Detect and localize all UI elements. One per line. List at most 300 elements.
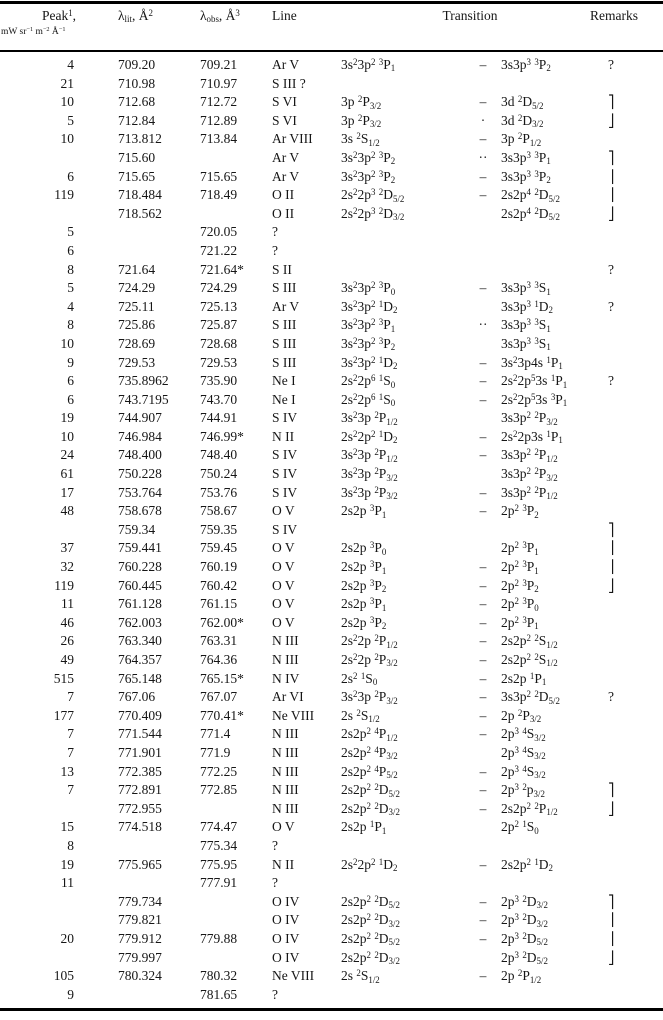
transition-upper-term: $2p^2$ $^1S_0$ xyxy=(501,819,539,836)
transition-dash: – xyxy=(479,168,487,184)
peak-value: 10 xyxy=(60,94,74,110)
peak-value: 5 xyxy=(67,112,74,128)
peak-value: 515 xyxy=(53,670,74,686)
remark xyxy=(600,614,663,633)
lambda-lit-value: 759.441 xyxy=(118,540,162,556)
lambda-lit-value: 765.148 xyxy=(118,670,162,686)
transition-lower-term: $3s^23p^2$ $^3P_2$ xyxy=(341,149,396,167)
transition-dash xyxy=(466,949,500,968)
peak-value: 19 xyxy=(60,856,74,872)
transition-upper-term: $3s3p^2$ $^2P_{1/2}$ xyxy=(501,447,558,464)
line-id: S II xyxy=(272,261,292,277)
transition-dash xyxy=(466,818,500,837)
line-id: S IV xyxy=(272,521,298,537)
line-id: Ar V xyxy=(272,57,300,72)
lambda-obs-value: 759.35 xyxy=(200,521,238,537)
remark xyxy=(600,651,663,670)
lambda-lit-value: 750.228 xyxy=(118,466,162,482)
transition-lower-term: $2s2p^2$ $^2D_{5/2}$ xyxy=(341,782,400,799)
peak-value: 11 xyxy=(61,875,74,891)
line-id: N III xyxy=(272,782,299,798)
line-id: Ne VIII xyxy=(272,707,315,723)
lambda-obs-value: 720.05 xyxy=(200,224,238,240)
transition-dash xyxy=(466,242,500,261)
column-header-lambda-lit: $\lambda_{lit}$, $Å^2$ xyxy=(118,8,153,25)
remark: ⎦ xyxy=(608,949,615,965)
lambda-lit-value: 725.86 xyxy=(118,317,156,333)
lambda-obs-value: 709.21 xyxy=(200,57,238,72)
lambda-obs-value xyxy=(200,911,266,930)
peak-value: 11 xyxy=(61,596,74,612)
transition-lower-term: $2s^22p^6$ $^1S_0$ xyxy=(341,373,396,390)
remark xyxy=(600,818,663,837)
transition-upper-term: $3s^23p4s$ $^1P_1$ xyxy=(501,354,563,371)
remark xyxy=(600,744,663,763)
lambda-lit-value: 715.65 xyxy=(118,168,156,184)
transition-lower-term xyxy=(340,242,466,261)
transition-dash: – xyxy=(479,484,487,500)
transition-dash: – xyxy=(479,280,487,296)
lambda-obs-value: 712.89 xyxy=(200,112,238,128)
lambda-lit-value: 761.128 xyxy=(118,596,162,612)
transition-dash: – xyxy=(479,633,487,649)
remark xyxy=(600,986,663,1005)
table-bottom-rule xyxy=(0,1008,663,1011)
transition-dash xyxy=(466,539,500,558)
line-id: S IV xyxy=(272,410,298,426)
line-id: O V xyxy=(272,596,295,612)
line-id: ? xyxy=(272,986,278,1002)
line-id: Ar V xyxy=(272,168,300,184)
lambda-obs-value: 724.29 xyxy=(200,280,238,296)
transition-lower-term xyxy=(340,837,466,856)
line-id: ? xyxy=(272,242,278,258)
peak-value: 15 xyxy=(60,819,74,835)
lambda-obs-value xyxy=(200,800,266,819)
column-header-peak: Peak$^1$, xyxy=(41,8,77,23)
lambda-obs-value: 777.91 xyxy=(200,875,238,891)
lambda-lit-value: 779.997 xyxy=(118,949,162,965)
transition-upper-term xyxy=(500,261,600,280)
transition-dash xyxy=(466,986,500,1005)
remark xyxy=(600,75,663,94)
transition-upper-term: $2s2p^2$ $^2P_{1/2}$ xyxy=(501,800,558,818)
remark: ? xyxy=(608,298,614,314)
peak-value: 7 xyxy=(67,689,74,705)
peak-value: 17 xyxy=(60,484,74,500)
line-id: S IV xyxy=(272,466,298,482)
transition-upper-term xyxy=(500,837,600,856)
lambda-lit-value: 709.20 xyxy=(118,57,156,72)
peak-value xyxy=(0,893,118,912)
line-id: S III xyxy=(272,317,297,333)
peak-value: 4 xyxy=(67,57,74,72)
lambda-lit-value: 759.34 xyxy=(118,521,156,537)
header-separator-rule xyxy=(0,50,663,52)
transition-upper-term: $2s2p^2$ $^1D_2$ xyxy=(501,856,553,874)
transition-dash: – xyxy=(479,930,487,946)
transition-lower-term: $2s2p^2$ $^2D_{3/2}$ xyxy=(341,800,400,818)
lambda-lit-value: 743.7195 xyxy=(118,391,169,407)
transition-dash: – xyxy=(479,670,487,686)
lambda-lit-value: 767.06 xyxy=(118,689,156,705)
lambda-lit-value: 721.64 xyxy=(118,261,156,277)
remark: ⎥ xyxy=(608,559,615,575)
peak-value: 119 xyxy=(54,187,74,203)
lambda-lit-value xyxy=(118,986,200,1005)
transition-dash xyxy=(466,874,500,893)
lambda-obs-value: 775.95 xyxy=(200,856,238,872)
remark: ⎦ xyxy=(608,112,615,128)
lambda-lit-value: 729.53 xyxy=(118,354,156,370)
transition-lower-term: $3s^23p$ $^2P_{3/2}$ xyxy=(341,689,398,706)
line-id: N III xyxy=(272,726,299,742)
line-id: S III xyxy=(272,354,297,370)
transition-dash: – xyxy=(479,763,487,779)
transition-dash: – xyxy=(479,707,487,723)
lambda-obs-value xyxy=(200,949,266,968)
lambda-obs-value: 729.53 xyxy=(200,354,238,370)
lambda-obs-value: 753.76 xyxy=(200,484,238,500)
transition-dash xyxy=(466,298,500,317)
line-id: S IV xyxy=(272,484,298,500)
line-id: N IV xyxy=(272,670,300,686)
lambda-lit-value: 771.544 xyxy=(118,726,162,742)
peak-value: 21 xyxy=(60,75,74,91)
transition-lower-term: $3s^23p^2$ $^1D_2$ xyxy=(341,354,398,371)
lambda-lit-value: 764.357 xyxy=(118,652,162,667)
transition-dash: – xyxy=(479,354,487,370)
peak-units-label: mW $sr^{-1}$ $m^{-2}$ $Å^{-1}$ xyxy=(1,26,66,37)
transition-upper-term xyxy=(500,242,600,261)
lambda-lit-value: 772.385 xyxy=(118,763,162,779)
transition-upper-term: $2p^3$ $^2D_{5/2}$ xyxy=(501,949,548,966)
remark xyxy=(600,725,663,744)
peak-value: 105 xyxy=(53,968,74,984)
transition-lower-term: $2s2p^2$ $^4P_{5/2}$ xyxy=(341,763,398,781)
remark: ⎤ xyxy=(608,521,615,537)
line-id: Ar V xyxy=(272,149,300,165)
transition-lower-term: $2s^22p^3$ $^2D_{3/2}$ xyxy=(341,205,405,223)
peak-value: 5 xyxy=(67,280,74,296)
transition-upper-term: $3s3p^3$ $^3P_2$ xyxy=(501,57,551,74)
lambda-lit-value: 712.68 xyxy=(118,94,156,110)
lambda-lit-value: 758.678 xyxy=(118,503,162,519)
line-id: N III xyxy=(272,633,299,649)
transition-lower-term: $2s2p^2$ $^4P_{3/2}$ xyxy=(341,744,398,762)
remark: ⎦ xyxy=(608,800,615,816)
transition-lower-term: 2s $^2S_{1/2}$ xyxy=(341,707,380,725)
peak-value: 13 xyxy=(60,763,74,779)
lambda-lit-value: 710.98 xyxy=(118,75,156,91)
remark: ? xyxy=(608,373,614,389)
remark xyxy=(600,316,663,335)
remark: ? xyxy=(608,689,614,705)
transition-lower-term: $2s^22p^2$ $^1D_2$ xyxy=(341,856,398,874)
peak-value: 24 xyxy=(60,447,74,463)
peak-value xyxy=(0,521,118,540)
lambda-obs-value: 781.65 xyxy=(200,986,238,1002)
peak-value: 49 xyxy=(60,652,74,667)
line-id: S III xyxy=(272,280,297,296)
line-id: O V xyxy=(272,503,295,519)
remark: ⎥ xyxy=(608,168,615,184)
remark: ? xyxy=(608,261,614,277)
line-id: N III xyxy=(272,744,299,760)
transition-upper-term: $3s3p^2$ $^2P_{3/2}$ xyxy=(501,466,558,483)
transition-upper-term: $3s3p^2$ $^2D_{5/2}$ xyxy=(501,689,560,706)
lambda-lit-value: 772.955 xyxy=(118,800,162,816)
lambda-lit-value: 724.29 xyxy=(118,280,156,296)
transition-lower-term: $3s^23p$ $^2P_{1/2}$ xyxy=(341,447,398,464)
remark xyxy=(600,484,663,503)
line-id: Ne I xyxy=(272,391,296,407)
peak-value xyxy=(0,205,118,224)
transition-upper-term xyxy=(500,521,600,540)
lambda-obs-value: 767.07 xyxy=(200,689,238,705)
transition-dash: – xyxy=(479,856,487,872)
lambda-obs-value: 774.47 xyxy=(200,819,238,835)
transition-dash: – xyxy=(479,187,487,203)
lambda-lit-value: 760.445 xyxy=(118,577,162,593)
peak-value: 4 xyxy=(67,298,74,314)
transition-dash: – xyxy=(479,800,487,816)
line-id: Ne VIII xyxy=(272,968,315,984)
line-id: N III xyxy=(272,800,299,816)
lambda-lit-value xyxy=(118,223,200,242)
lambda-lit-value: 760.228 xyxy=(118,559,162,575)
transition-upper-term: $2s2p^4$ $^2D_{5/2}$ xyxy=(501,187,560,204)
transition-lower-term: 2s2p $^3P_2$ xyxy=(341,614,387,632)
peak-value: 61 xyxy=(60,466,74,482)
remark xyxy=(600,335,663,354)
lambda-obs-value: 713.84 xyxy=(200,131,238,147)
lambda-obs-value: 718.49 xyxy=(200,187,238,203)
remark: ⎥ xyxy=(608,912,615,928)
transition-dash: – xyxy=(479,131,487,147)
transition-dash: – xyxy=(479,893,487,909)
line-id: S IV xyxy=(272,447,298,463)
transition-dash: ·· xyxy=(478,317,488,333)
lambda-lit-value: 780.324 xyxy=(118,968,162,984)
transition-upper-term: $3s3p^3$ $^3S_1$ xyxy=(501,280,551,297)
transition-upper-term: $2p^3$ $^2D_{3/2}$ xyxy=(501,893,548,911)
transition-dash xyxy=(466,75,500,94)
transition-upper-term: 3p $^2P_{1/2}$ xyxy=(501,131,542,148)
remark: ⎥ xyxy=(608,540,615,556)
lambda-obs-value: 710.97 xyxy=(200,75,238,91)
line-id: S VI xyxy=(272,112,297,128)
line-id: O II xyxy=(272,187,295,203)
peak-value: 9 xyxy=(67,986,74,1002)
lambda-lit-value: 763.340 xyxy=(118,633,162,649)
transition-upper-term: $2s2p^2$ $^2S_{1/2}$ xyxy=(501,633,558,650)
transition-upper-term: 2p $^2P_{1/2}$ xyxy=(501,968,542,985)
transition-lower-term: $3s^23p$ $^2P_{1/2}$ xyxy=(341,410,398,427)
line-list-body xyxy=(0,56,663,1004)
column-header-transition: Transition xyxy=(442,8,498,23)
transition-lower-term: $3s^23p$ $^2P_{3/2}$ xyxy=(341,466,398,483)
transition-lower-term: $3s^23p^2$ $^1D_2$ xyxy=(341,298,398,316)
lambda-obs-value xyxy=(200,149,266,168)
transition-dash: – xyxy=(479,577,487,593)
peak-value: 32 xyxy=(60,559,74,575)
line-id: ? xyxy=(272,224,278,240)
remark xyxy=(600,223,663,242)
peak-value: 6 xyxy=(67,168,74,184)
transition-lower-term: $3s^23p$ $^2P_{3/2}$ xyxy=(341,484,398,502)
remark xyxy=(600,446,663,465)
line-id: Ar V xyxy=(272,298,300,314)
transition-dash xyxy=(466,744,500,763)
transition-dash xyxy=(466,205,500,224)
transition-dash xyxy=(466,335,500,354)
remark xyxy=(600,242,663,261)
peak-value: 10 xyxy=(60,131,74,147)
transition-lower-term: 2s2p $^3P_0$ xyxy=(341,540,387,557)
lambda-obs-value: 735.90 xyxy=(200,373,238,389)
transition-lower-term: 3p $^2P_{3/2}$ xyxy=(341,112,382,130)
transition-upper-term: $3s3p^3$ $^3P_2$ xyxy=(501,168,551,186)
remark xyxy=(600,874,663,893)
line-id: O V xyxy=(272,819,295,835)
transition-lower-term: $2s^22p^2$ $^1D_2$ xyxy=(341,428,398,446)
line-id: ? xyxy=(272,837,278,853)
remark xyxy=(600,428,663,447)
transition-dash: – xyxy=(479,447,487,463)
transition-dash: – xyxy=(479,912,487,928)
peak-value: 48 xyxy=(60,503,74,519)
line-id: Ar VIII xyxy=(272,131,313,147)
line-id: Ar VI xyxy=(272,689,304,705)
transition-lower-term xyxy=(340,75,466,94)
line-id: O V xyxy=(272,577,295,593)
lambda-lit-value: 771.901 xyxy=(118,744,162,760)
remark xyxy=(600,632,663,651)
remark xyxy=(600,391,663,410)
lambda-lit-value: 772.891 xyxy=(118,782,162,798)
transition-upper-term: $3s3p^2$ $^2P_{1/2}$ xyxy=(501,484,558,502)
line-id: Ne I xyxy=(272,373,296,389)
transition-lower-term: $2s2p^2$ $^2D_{3/2}$ xyxy=(341,912,400,929)
lambda-lit-value: 753.764 xyxy=(118,484,162,500)
line-id: S III xyxy=(272,335,297,351)
lambda-obs-value: 771.4 xyxy=(200,726,231,742)
remark xyxy=(600,595,663,614)
transition-dash xyxy=(466,409,500,428)
lambda-obs-value: 764.36 xyxy=(200,652,238,667)
transition-upper-term: $2p^3$ $^4S_{3/2}$ xyxy=(501,744,546,762)
lambda-lit-value: 748.400 xyxy=(118,447,162,463)
transition-dash: – xyxy=(479,726,487,742)
lambda-lit-value: 735.8962 xyxy=(118,373,169,389)
line-id: O IV xyxy=(272,930,300,946)
lambda-obs-value: 772.25 xyxy=(200,763,238,779)
transition-upper-term: $3s3p^3$ $^1D_2$ xyxy=(501,298,553,316)
remark xyxy=(600,409,663,428)
remark: ⎥ xyxy=(608,187,615,203)
lambda-lit-value: 770.409 xyxy=(118,707,162,723)
remark xyxy=(600,465,663,484)
transition-lower-term: 2s2p $^3P_1$ xyxy=(341,503,387,520)
remark xyxy=(600,856,663,875)
column-header-line: Line xyxy=(272,8,297,23)
peak-value: 26 xyxy=(60,633,74,649)
lambda-lit-value: 725.11 xyxy=(118,298,155,314)
transition-upper-term: $2p^2$ $^3P_0$ xyxy=(501,596,539,613)
lambda-lit-value: 746.984 xyxy=(118,428,162,444)
transition-lower-term: $3s^23p^2$ $^3P_2$ xyxy=(341,168,396,186)
transition-upper-term: $2p^2$ $^3P_2$ xyxy=(501,577,539,595)
peak-value xyxy=(0,949,118,968)
peak-value: 6 xyxy=(67,391,74,407)
peak-value: 10 xyxy=(60,335,74,351)
transition-dash: – xyxy=(479,614,487,630)
transition-upper-term: $2s^22p^53s$ $^3P_1$ xyxy=(501,391,568,409)
lambda-obs-value: 721.64* xyxy=(200,261,244,277)
line-id: N II xyxy=(272,856,295,872)
lambda-obs-value: 746.99* xyxy=(200,428,244,444)
lambda-lit-value: 744.907 xyxy=(118,410,162,426)
transition-upper-term: 3d $^2D_{3/2}$ xyxy=(501,112,544,130)
peak-value: 119 xyxy=(54,577,74,593)
transition-lower-term xyxy=(340,986,466,1005)
transition-lower-term: $2s2p^2$ $^4P_{1/2}$ xyxy=(341,726,398,743)
transition-upper-term: $2s2p^2$ $^2S_{1/2}$ xyxy=(501,652,558,669)
remark xyxy=(600,279,663,298)
lambda-obs-value: 721.22 xyxy=(200,242,238,258)
transition-upper-term: 2s2p $^1P_1$ xyxy=(501,670,547,688)
transition-lower-term xyxy=(340,223,466,242)
peak-value: 8 xyxy=(67,837,74,853)
peak-value xyxy=(0,800,118,819)
lambda-obs-value: 763.31 xyxy=(200,633,238,649)
peak-value xyxy=(0,911,118,930)
remark: ⎦ xyxy=(608,577,615,593)
lambda-obs-value: 725.13 xyxy=(200,298,238,314)
lambda-obs-value: 728.68 xyxy=(200,335,238,351)
transition-lower-term: $3s^23p^2$ $^3P_1$ xyxy=(341,57,396,74)
remark xyxy=(600,502,663,521)
transition-upper-term: $2p^3$ $^2D_{5/2}$ xyxy=(501,930,548,948)
transition-upper-term: $2s^22p3s$ $^1P_1$ xyxy=(501,428,563,446)
remark: ⎤ xyxy=(608,149,615,165)
lambda-obs-value: 748.40 xyxy=(200,447,238,463)
lambda-lit-value: 715.60 xyxy=(118,149,156,165)
lambda-obs-value: 770.41* xyxy=(200,707,244,723)
transition-upper-term: $2p^2$ $^3P_2$ xyxy=(501,503,539,520)
transition-dash: · xyxy=(480,112,486,128)
line-id: O II xyxy=(272,205,295,221)
lambda-lit-value: 712.84 xyxy=(118,112,156,128)
lambda-lit-value xyxy=(118,242,200,261)
transition-lower-term: $2s^22p$ $^2P_{1/2}$ xyxy=(341,633,398,650)
lambda-obs-value: 743.70 xyxy=(200,391,238,407)
lambda-obs-value: 712.72 xyxy=(200,94,238,110)
remark: ? xyxy=(608,57,614,72)
line-id: N II xyxy=(272,428,295,444)
transition-dash: – xyxy=(479,782,487,798)
lambda-obs-value: 762.00* xyxy=(200,614,244,630)
lambda-obs-value: 771.9 xyxy=(200,744,231,760)
transition-lower-term: $2s2p^2$ $^2D_{5/2}$ xyxy=(341,893,400,911)
transition-upper-term: $2p^3$ $^4S_{3/2}$ xyxy=(501,763,546,781)
transition-upper-term: $3s3p^2$ $^2P_{3/2}$ xyxy=(501,410,558,427)
lambda-obs-value: 758.67 xyxy=(200,503,238,519)
line-id: S VI xyxy=(272,94,297,110)
transition-upper-term: $3s3p^3$ $^3S_1$ xyxy=(501,317,551,334)
transition-dash xyxy=(466,465,500,484)
